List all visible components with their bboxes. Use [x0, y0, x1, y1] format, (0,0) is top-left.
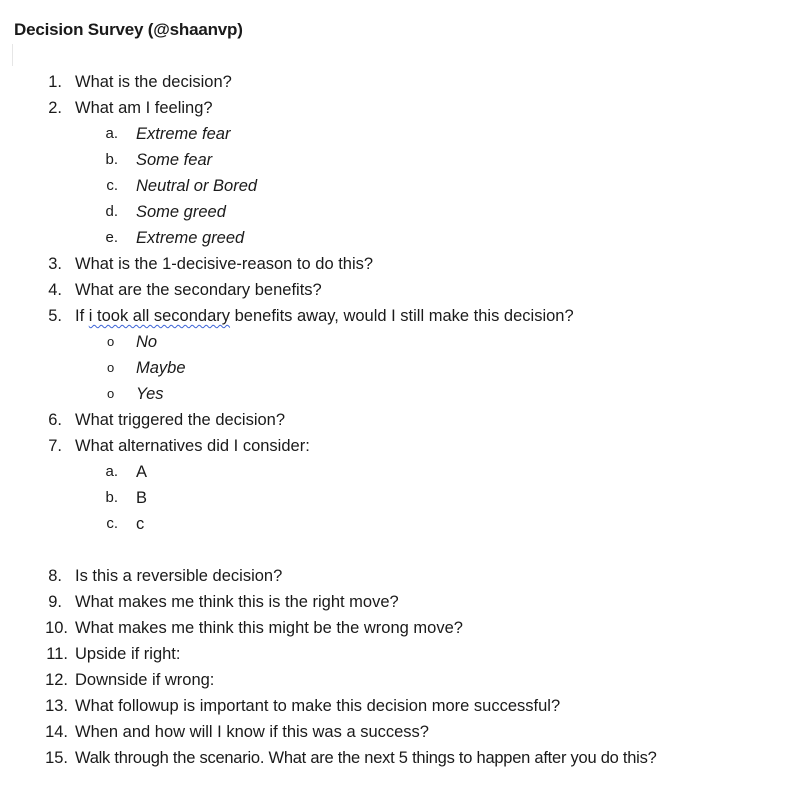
item-text: No [136, 333, 158, 351]
item-number: 12. [45, 671, 68, 689]
item-number: 2. [48, 99, 62, 117]
item-text: What am I feeling? [75, 99, 213, 117]
item-text: Extreme greed [136, 229, 245, 247]
item-marker: a. [105, 125, 118, 142]
item-text: What triggered the decision? [75, 411, 286, 429]
item-text: c [136, 515, 145, 533]
item-number: 13. [45, 697, 68, 715]
item-text: Downside if wrong: [75, 671, 215, 689]
item-text: What are the secondary benefits? [75, 281, 322, 299]
item-number: 11. [46, 645, 68, 663]
item-text: Extreme fear [136, 125, 231, 143]
item-text: What makes me think this might be the wrong move? [75, 619, 463, 637]
bullet-marker: o [107, 360, 115, 375]
item-marker: c. [106, 177, 118, 194]
item-number: 1. [48, 73, 62, 91]
item-marker: c. [106, 515, 118, 532]
spellcheck-underlined-text[interactable]: i took all secondary [88, 307, 231, 325]
item-text: Neutral or Bored [136, 177, 258, 195]
item-text: What makes me think this is the right move? [75, 593, 399, 611]
item-text: Yes [136, 385, 164, 403]
bullet-marker: o [107, 334, 115, 349]
item-text: What alternatives did I consider: [75, 437, 310, 455]
item-marker: e. [105, 229, 118, 246]
item-text-start: If [75, 307, 85, 325]
item-text [75, 304, 574, 328]
item-text: What is the 1-decisive-reason to do this? [75, 255, 374, 273]
item-marker: b. [105, 151, 118, 168]
text-cursor [12, 44, 13, 66]
item-number: 6. [48, 411, 62, 429]
item-number: 10. [45, 619, 68, 637]
item-text: What is the decision? [75, 73, 232, 91]
item-number: 3. [48, 255, 62, 273]
item-text: Upside if right: [75, 645, 181, 663]
item-number: 8. [48, 567, 62, 585]
item-text: Some greed [136, 203, 226, 221]
item-text-end: benefits away, would I still make this decision? [234, 307, 574, 325]
item-marker: b. [105, 489, 118, 506]
item-number: 5. [48, 307, 62, 325]
item-marker: a. [105, 463, 118, 480]
item-marker: d. [105, 203, 118, 220]
item-number: 7. [48, 437, 62, 455]
item-text: When and how will I know if this was a success? [75, 723, 429, 741]
item-text: B [136, 489, 148, 507]
item-number: 9. [48, 593, 62, 611]
item-text: A [136, 463, 148, 481]
item-text: Maybe [136, 359, 186, 377]
item-text: What followup is important to make this decision more successful? [75, 697, 561, 715]
item-text: Walk through the scenario. What are the next 5 things to happen after you do this? [75, 749, 657, 767]
bullet-marker: o [107, 386, 115, 401]
item-text: Is this a reversible decision? [75, 567, 283, 585]
item-number: 4. [48, 281, 62, 299]
item-number: 15. [45, 749, 68, 767]
page-title: Decision Survey (@shaanvp) [14, 20, 243, 39]
item-text: Some fear [136, 151, 213, 169]
item-number: 14. [45, 723, 68, 741]
